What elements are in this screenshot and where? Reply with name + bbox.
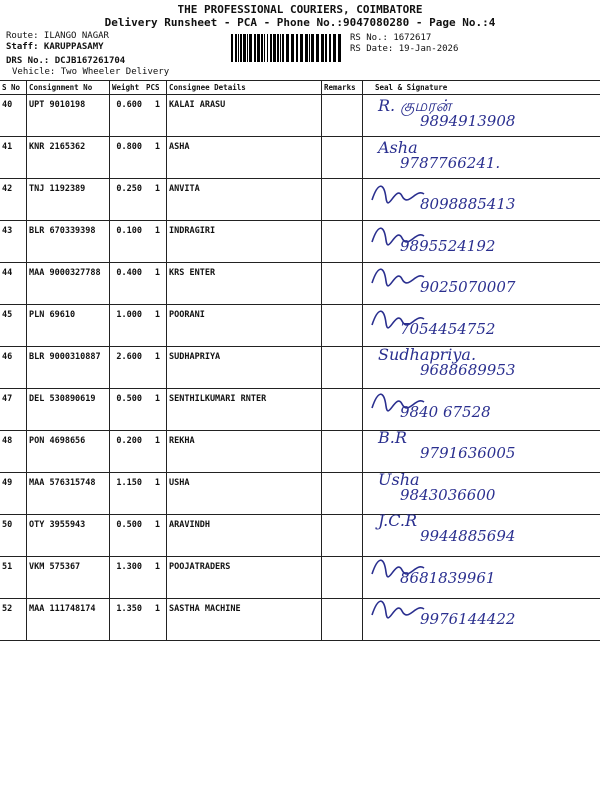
row-consignment-no: OTY 3955943 [27, 515, 110, 557]
signature-phone: 9894913908 [420, 112, 516, 130]
row-consignee: SUDHAPRIYA [167, 347, 322, 389]
table-row [0, 473, 600, 515]
row-weight: 1.350 [110, 599, 145, 641]
col-consignment: Consignment No [27, 81, 110, 95]
signature-name: Sudhapriya. [378, 345, 477, 364]
row-sno: 47 [0, 389, 27, 431]
signature-scribble [368, 178, 428, 208]
row-consignee: POORANI [167, 305, 322, 347]
signature-phone: 7054454752 [400, 319, 496, 338]
row-pcs: 1 [144, 431, 167, 473]
col-weight: Weight [110, 81, 145, 95]
row-pcs: 1 [144, 557, 167, 599]
signature-scribble [368, 261, 428, 291]
row-remarks [322, 305, 363, 347]
row-sno: 52 [0, 599, 27, 641]
row-weight: 1.300 [110, 557, 145, 599]
signature-phone: 9895524192 [400, 236, 496, 255]
row-sno: 44 [0, 263, 27, 305]
row-weight: 0.500 [110, 389, 145, 431]
row-sno: 42 [0, 179, 27, 221]
row-remarks [322, 263, 363, 305]
table-row [0, 389, 600, 431]
row-sno: 43 [0, 221, 27, 263]
table-row [0, 221, 600, 263]
row-consignment-no: PON 4698656 [27, 431, 110, 473]
signature-phone: 9976144422 [420, 610, 516, 628]
col-seal-signature: Seal & Signature [363, 81, 600, 95]
signature-scribble [368, 593, 428, 623]
row-sno: 48 [0, 431, 27, 473]
signature-phone: 9688689953 [420, 361, 516, 379]
signature-phone: 8681839961 [400, 568, 496, 587]
row-remarks [322, 431, 363, 473]
row-weight: 1.150 [110, 473, 145, 515]
signature-phone: 9843036600 [400, 485, 496, 504]
company-name: THE PROFESSIONAL COURIERS, COIMBATORE [177, 3, 423, 16]
signature-phone: 9025070007 [420, 278, 516, 296]
col-consignee: Consignee Details [167, 81, 322, 95]
row-sno: 40 [0, 95, 27, 137]
table-row [0, 137, 600, 179]
row-pcs: 1 [144, 137, 167, 179]
route-label: Route: ILANGO NAGAR [6, 31, 109, 41]
row-consignee: ARAVINDH [167, 515, 322, 557]
row-remarks [322, 137, 363, 179]
row-remarks [322, 95, 363, 137]
drs-number: DRS No.: DCJB167261704 [6, 56, 126, 66]
row-remarks [322, 389, 363, 431]
row-sno: 49 [0, 473, 27, 515]
signature-phone: 8098885413 [420, 195, 516, 213]
rs-date: RS Date: 19-Jan-2026 [350, 44, 459, 54]
signature-phone: 9787766241. [400, 153, 501, 172]
row-remarks [322, 515, 363, 557]
row-weight: 0.400 [110, 263, 145, 305]
row-weight: 0.250 [110, 179, 145, 221]
row-consignee: POOJATRADERS [167, 557, 322, 599]
row-consignment-no: BLR 670339398 [27, 221, 110, 263]
col-remarks: Remarks [322, 81, 363, 95]
row-weight: 0.100 [110, 221, 145, 263]
row-consignment-no: PLN 69610 [27, 305, 110, 347]
table-row [0, 557, 600, 599]
row-consignee: SENTHILKUMARI RNTER [167, 389, 322, 431]
rs-number: RS No.: 1672617 [350, 33, 432, 43]
barcode-image [231, 34, 343, 62]
row-consignment-no: DEL 530890619 [27, 389, 110, 431]
row-consignment-no: UPT 9010198 [27, 95, 110, 137]
row-remarks [322, 221, 363, 263]
row-consignment-no: MAA 111748174 [27, 599, 110, 641]
row-pcs: 1 [144, 347, 167, 389]
row-consignment-no: MAA 576315748 [27, 473, 110, 515]
row-consignee: REKHA [167, 431, 322, 473]
row-pcs: 1 [144, 179, 167, 221]
row-consignee: SASTHA MACHINE [167, 599, 322, 641]
document-title: Delivery Runsheet - PCA - Phone No.:9047080280 - Page No.:4 [104, 16, 496, 29]
row-remarks [322, 599, 363, 641]
row-consignee: KRS ENTER [167, 263, 322, 305]
row-sno: 45 [0, 305, 27, 347]
row-pcs: 1 [144, 599, 167, 641]
row-pcs: 1 [144, 221, 167, 263]
signature-name: B.R [378, 428, 407, 447]
row-consignee: KALAI ARASU [167, 95, 322, 137]
col-sno: S No [0, 81, 27, 95]
row-consignee: ANVITA [167, 179, 322, 221]
row-remarks [322, 557, 363, 599]
row-sno: 50 [0, 515, 27, 557]
signature-phone: 9791636005 [420, 444, 516, 462]
signature-phone: 9944885694 [420, 527, 516, 545]
signature-name: Asha [378, 137, 418, 157]
row-consignment-no: MAA 9000327788 [27, 263, 110, 305]
row-consignment-no: VKM 575367 [27, 557, 110, 599]
row-weight: 0.600 [110, 95, 145, 137]
signature-phone: 9840 67528 [400, 402, 491, 421]
row-sno: 51 [0, 557, 27, 599]
row-weight: 0.200 [110, 431, 145, 473]
row-consignment-no: KNR 2165362 [27, 137, 110, 179]
row-sno: 41 [0, 137, 27, 179]
row-weight: 0.500 [110, 515, 145, 557]
signature-name: J.C.R [378, 511, 418, 530]
row-pcs: 1 [144, 95, 167, 137]
col-pcs: PCS [144, 81, 167, 95]
row-weight: 0.800 [110, 137, 145, 179]
row-consignment-no: TNJ 1192389 [27, 179, 110, 221]
row-remarks [322, 347, 363, 389]
row-pcs: 1 [144, 515, 167, 557]
signature-name: R. குமரன் [378, 96, 451, 115]
row-weight: 2.600 [110, 347, 145, 389]
vehicle-label: Vehicle: Two Wheeler Delivery [12, 67, 170, 77]
staff-label: Staff: KARUPPASAMY [6, 42, 104, 52]
row-pcs: 1 [144, 389, 167, 431]
row-pcs: 1 [144, 473, 167, 515]
row-consignee: ASHA [167, 137, 322, 179]
table-header-row [0, 81, 600, 95]
row-remarks [322, 473, 363, 515]
row-weight: 1.000 [110, 305, 145, 347]
row-consignee: INDRAGIRI [167, 221, 322, 263]
table-row [0, 305, 600, 347]
row-remarks [322, 179, 363, 221]
row-consignment-no: BLR 9000310887 [27, 347, 110, 389]
row-pcs: 1 [144, 305, 167, 347]
row-sno: 46 [0, 347, 27, 389]
signature-name: Usha [378, 469, 420, 489]
row-consignee: USHA [167, 473, 322, 515]
row-pcs: 1 [144, 263, 167, 305]
